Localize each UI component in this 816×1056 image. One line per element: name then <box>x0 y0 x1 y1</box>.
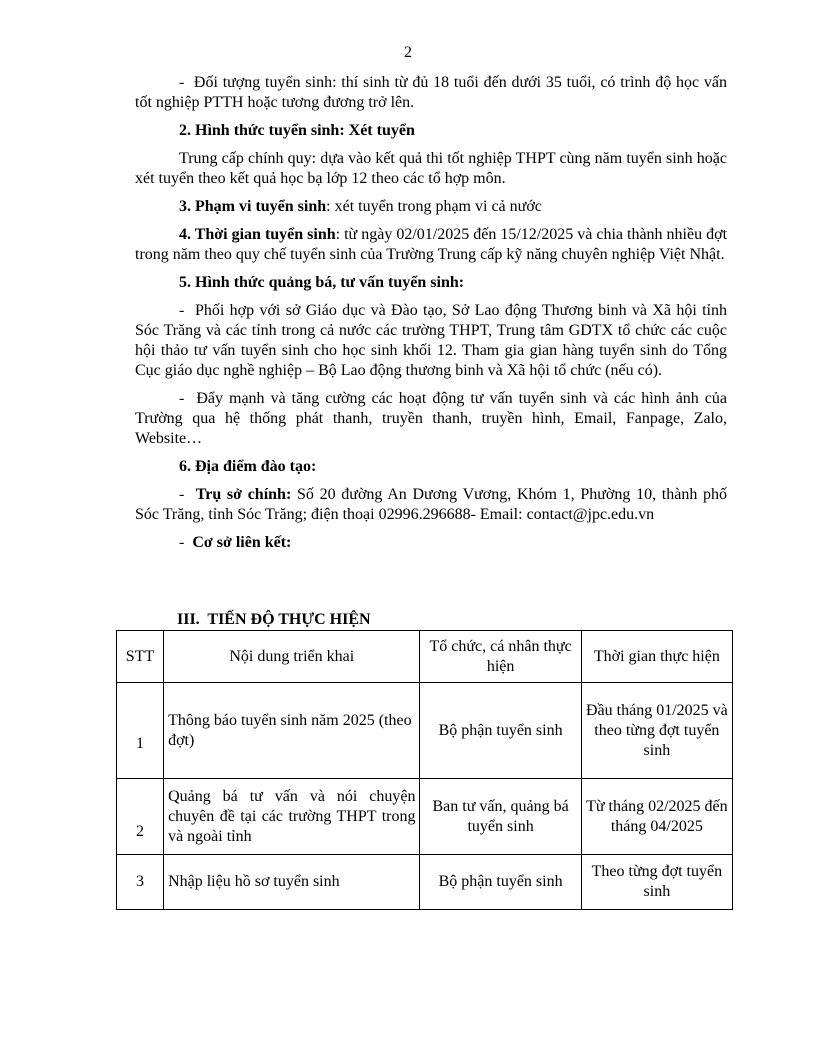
row-3-content: Nhập liệu hồ sơ tuyển sinh <box>164 855 420 910</box>
section-5-heading: 5. Hình thức quảng bá, tư vấn tuyển sinh: <box>179 274 465 291</box>
row-3-responsible: Bộ phận tuyển sinh <box>420 855 581 910</box>
row-3-time: Theo từng đợt tuyển sinh <box>581 855 732 910</box>
section-4-paragraph: 4. Thời gian tuyển sinh: từ ngày 02/01/2025 đến 15/12/2025 và chia thành nhiều đợt trong năm theo quy chế tuyển sinh của Trường Trung cấp kỹ năng chuyên nghiệp Việt Nhật. <box>135 226 728 263</box>
row-2-stt: 2 <box>117 779 164 855</box>
target-candidates-paragraph: - Đối tượng tuyển sinh: thí sinh từ đủ 18 tuổi đến dưới 35 tuổi, có trình độ học vấn tốt nghiệp PTTH hoặc tương đương trở lên. <box>135 74 728 111</box>
table-row <box>117 683 733 779</box>
section-5-item-1: - Phối hợp với sở Giáo dục và Đào tạo, Sở Lao động Thương binh và Xã hội tỉnh Sóc Trăng và các tỉnh trong cả nước các trường THPT, Trung tâm GDTX tổ chức các cuộc hội thảo tư vấn tuyển sinh cho học sinh khối 12. Tham gia gian hàng tuyển sinh do Tổng Cục giáo dục nghề nghiệp – Bộ Lao động thương binh và Xã hội tổ chức (nếu có). <box>135 302 728 379</box>
row-1-stt: 1 <box>117 683 164 779</box>
document-body <box>135 73 727 553</box>
header-time: Thời gian thực hiện <box>581 631 732 683</box>
section-6-affiliate: - Cơ sở liên kết: <box>179 534 292 551</box>
table-header-row <box>117 631 733 683</box>
header-responsible: Tổ chức, cá nhân thực hiện <box>420 631 581 683</box>
page-number: 2 <box>404 44 412 61</box>
row-1-responsible: Bộ phận tuyển sinh <box>420 683 581 779</box>
header-stt: STT <box>117 631 164 683</box>
section-2-heading: 2. Hình thức tuyển sinh: Xét tuyển <box>179 122 415 139</box>
header-content: Nội dung triển khai <box>164 631 420 683</box>
section-6-heading: 6. Địa điểm đào tạo: <box>179 458 317 475</box>
section-6-main-campus: - Trụ sở chính: Số 20 đường An Dương Vương, Khóm 1, Phường 10, thành phố Sóc Trăng, tỉnh Sóc Trăng; điện thoại 02996.296688- Email: contact@jpc.edu.vn <box>135 486 728 523</box>
schedule-table <box>116 630 733 910</box>
row-1-content: Thông báo tuyển sinh năm 2025 (theo đợt) <box>164 683 420 779</box>
row-2-content: Quảng bá tư vấn và nói chuyện chuyên đề tại các trường THPT trong và ngoài tỉnh <box>164 779 420 855</box>
row-2-responsible: Ban tư vấn, quảng bá tuyển sinh <box>420 779 581 855</box>
row-2-time: Từ tháng 02/2025 đến tháng 04/2025 <box>581 779 732 855</box>
section-3-paragraph: 3. Phạm vi tuyển sinh: xét tuyển trong phạm vi cả nước <box>179 198 542 215</box>
section-5-item-2: - Đẩy mạnh và tăng cường các hoạt động tư vấn tuyển sinh và các hình ảnh của Trường qua hệ thống phát thanh, truyền thanh, truyền hình, Email, Fanpage, Zalo, Website… <box>135 390 727 447</box>
row-1-time: Đầu tháng 01/2025 và theo từng đợt tuyển sinh <box>581 683 732 779</box>
table-row <box>117 855 733 910</box>
table-row <box>117 779 733 855</box>
row-3-stt: 3 <box>117 855 164 910</box>
section-iii-heading: III. TIẾN ĐỘ THỰC HIỆN <box>177 611 371 628</box>
section-2-body: Trung cấp chính quy: dựa vào kết quả thi tốt nghiệp THPT cùng năm tuyển sinh hoặc xét tuyển theo kết quả học bạ lớp 12 theo các tổ hợp môn. <box>135 150 727 187</box>
